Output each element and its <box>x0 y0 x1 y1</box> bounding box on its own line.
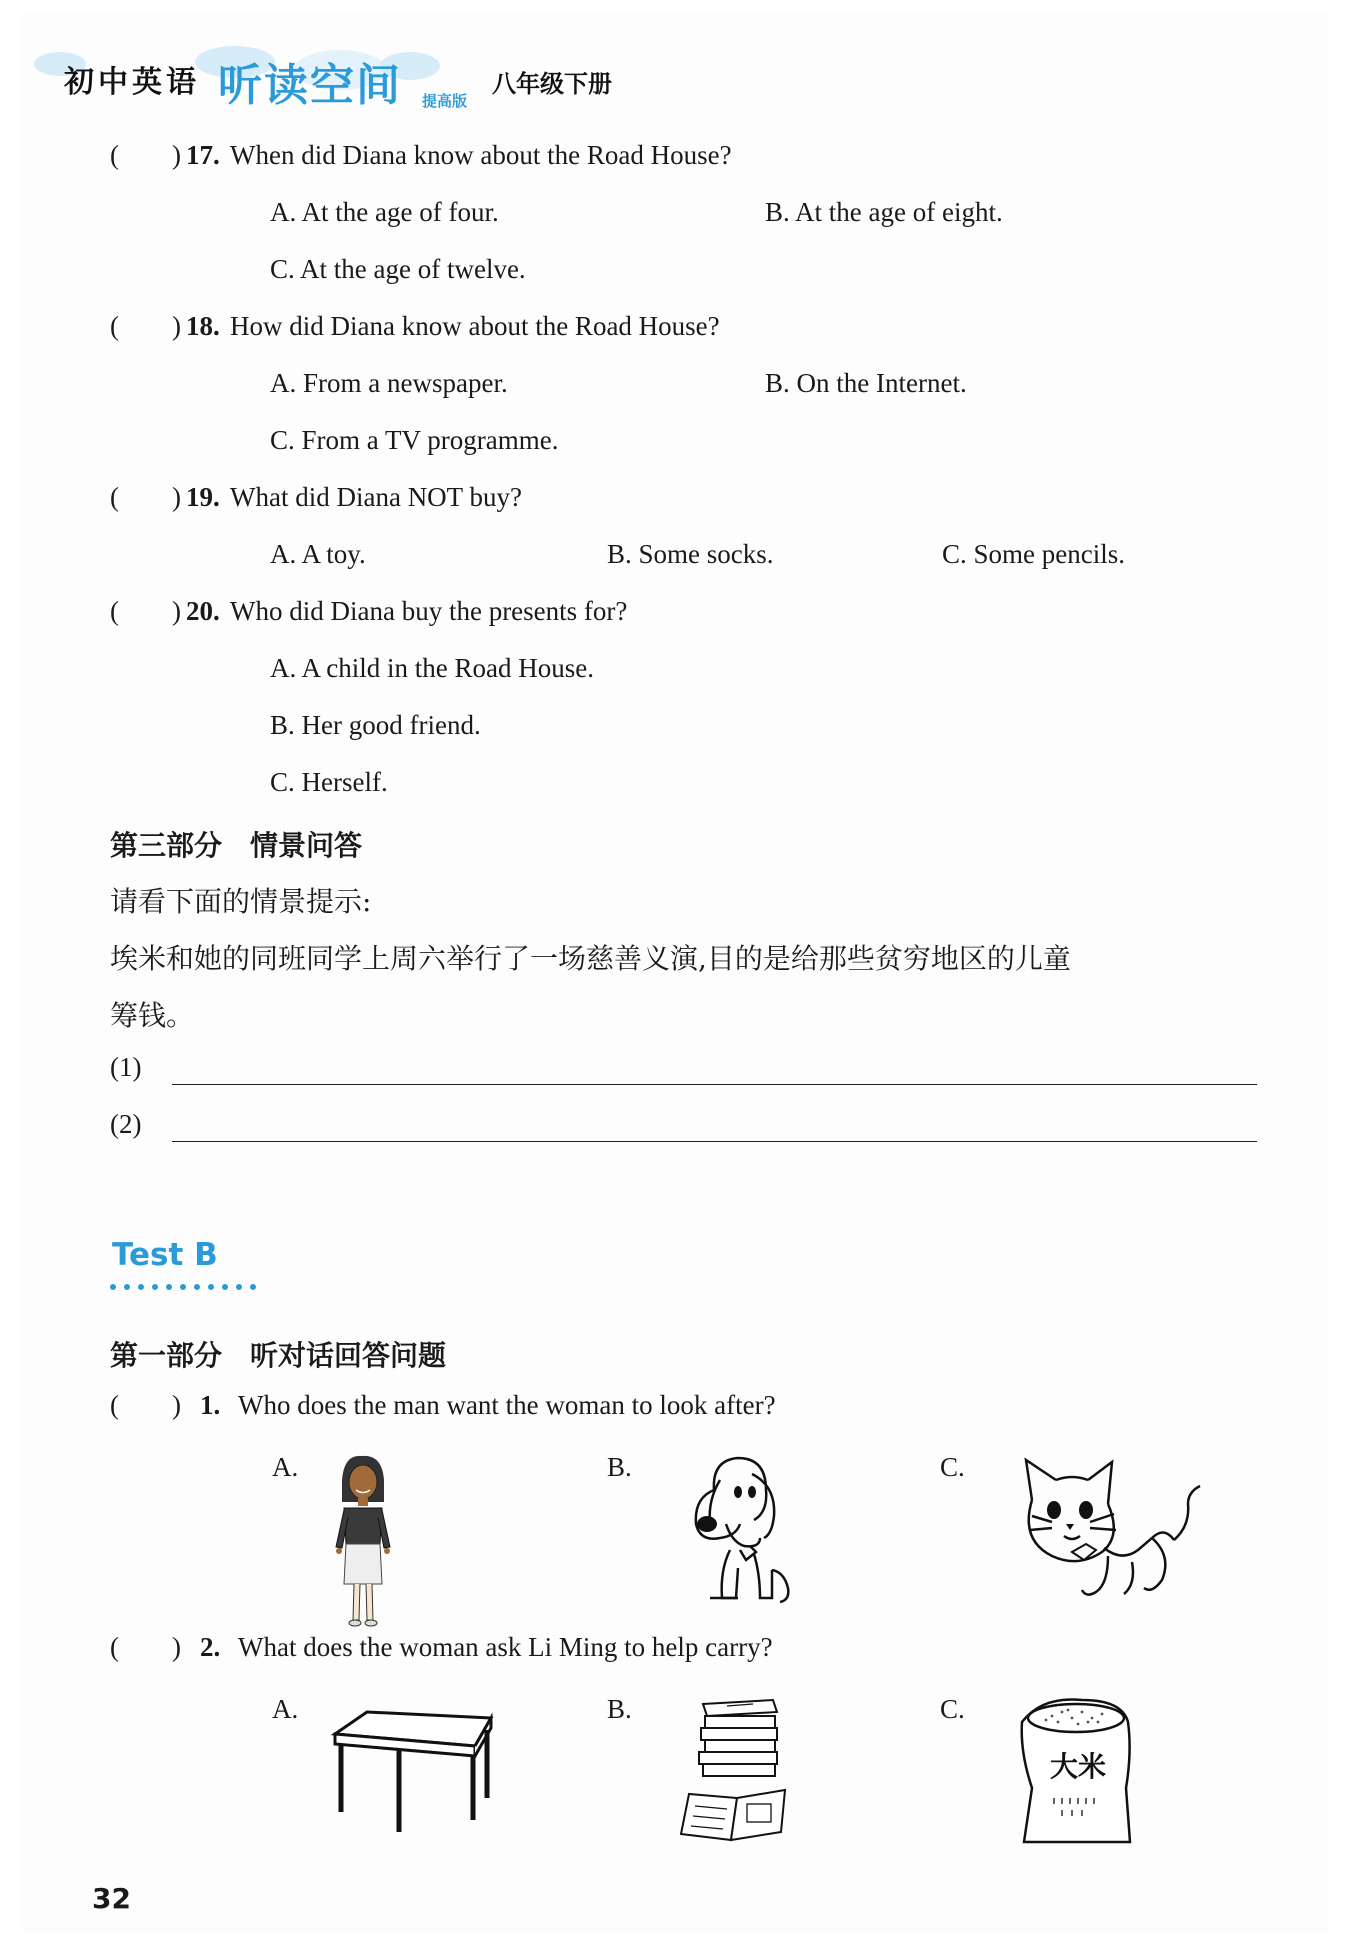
answer-paren-open: ( <box>110 140 119 170</box>
question-text: What did Diana NOT buy? <box>230 482 522 512</box>
question-number: 20. <box>186 596 220 626</box>
question-number: 17. <box>186 140 220 170</box>
test-b-part1-heading: 第一部分 听对话回答问题 <box>110 1339 447 1372</box>
option-a: A. From a newspaper. <box>270 368 508 398</box>
series-title: 初中英语 <box>64 65 200 100</box>
dotted-underline <box>110 1284 310 1292</box>
answer-paren-close: ) <box>172 482 181 512</box>
option-b: B. Some socks. <box>607 539 774 569</box>
worksheet-page <box>22 12 1328 1934</box>
option-a: A. At the age of four. <box>270 197 499 227</box>
answer-paren-close: ) <box>172 311 181 341</box>
page-header <box>22 12 1328 112</box>
cat-picture <box>1012 1452 1212 1612</box>
answer-paren-open: ( <box>110 311 119 341</box>
rice-bag-picture <box>1002 1692 1152 1852</box>
brand-title: 听读空间 <box>218 60 402 111</box>
option-a: A. A toy. <box>270 539 366 569</box>
option-c: C. Some pencils. <box>942 539 1125 569</box>
question-text: How did Diana know about the Road House? <box>230 311 720 341</box>
option-a: A. A child in the Road House. <box>270 653 594 683</box>
question-text: Who does the man want the woman to look after? <box>238 1390 776 1420</box>
table-picture <box>327 1702 497 1837</box>
edition-label: 提高版 <box>422 92 468 110</box>
option-a-letter: A. <box>272 1694 299 1724</box>
question-number: 1. <box>200 1390 221 1420</box>
answer-paren-close: ) <box>172 1390 181 1420</box>
option-c: C. At the age of twelve. <box>270 254 526 284</box>
question-number: 2. <box>200 1632 221 1662</box>
option-b: B. On the Internet. <box>765 368 967 398</box>
option-c: C. From a TV programme. <box>270 425 559 455</box>
option-a-letter: A. <box>272 1452 299 1482</box>
blank-label-2: (2) <box>110 1109 142 1139</box>
answer-paren-open: ( <box>110 596 119 626</box>
grade-label: 八年级下册 <box>492 70 612 98</box>
woman-picture <box>322 1452 402 1632</box>
answer-paren-open: ( <box>110 1632 119 1662</box>
situation-line-2: 筹钱。 <box>110 999 195 1032</box>
option-c-letter: C. <box>940 1452 965 1482</box>
part3-prompt: 请看下面的情景提示: <box>110 885 372 918</box>
part3-heading: 第三部分 情景问答 <box>110 829 363 862</box>
question-text: Who did Diana buy the presents for? <box>230 596 628 626</box>
question-number: 18. <box>186 311 220 341</box>
option-c-letter: C. <box>940 1694 965 1724</box>
answer-line-1[interactable] <box>172 1084 1257 1085</box>
question-text: When did Diana know about the Road House? <box>230 140 732 170</box>
books-picture <box>667 1694 807 1844</box>
option-b: B. Her good friend. <box>270 710 481 740</box>
blank-label-1: (1) <box>110 1052 142 1082</box>
answer-paren-open: ( <box>110 482 119 512</box>
answer-paren-close: ) <box>172 596 181 626</box>
option-b-letter: B. <box>607 1694 632 1724</box>
answer-line-2[interactable] <box>172 1141 1257 1142</box>
test-b-title: Test B <box>112 1237 218 1273</box>
rice-bag-label: 大米 <box>1050 1750 1107 1783</box>
answer-paren-close: ) <box>172 1632 181 1662</box>
answer-paren-open: ( <box>110 1390 119 1420</box>
question-text: What does the woman ask Li Ming to help carry? <box>238 1632 773 1662</box>
dog-picture <box>680 1450 800 1610</box>
answer-paren-close: ) <box>172 140 181 170</box>
option-c: C. Herself. <box>270 767 388 797</box>
situation-line-1: 埃米和她的同班同学上周六举行了一场慈善义演,目的是给那些贫穷地区的儿童 <box>110 942 1071 975</box>
page-number: 32 <box>92 1882 131 1915</box>
question-number: 19. <box>186 482 220 512</box>
option-b-letter: B. <box>607 1452 632 1482</box>
option-b: B. At the age of eight. <box>765 197 1003 227</box>
